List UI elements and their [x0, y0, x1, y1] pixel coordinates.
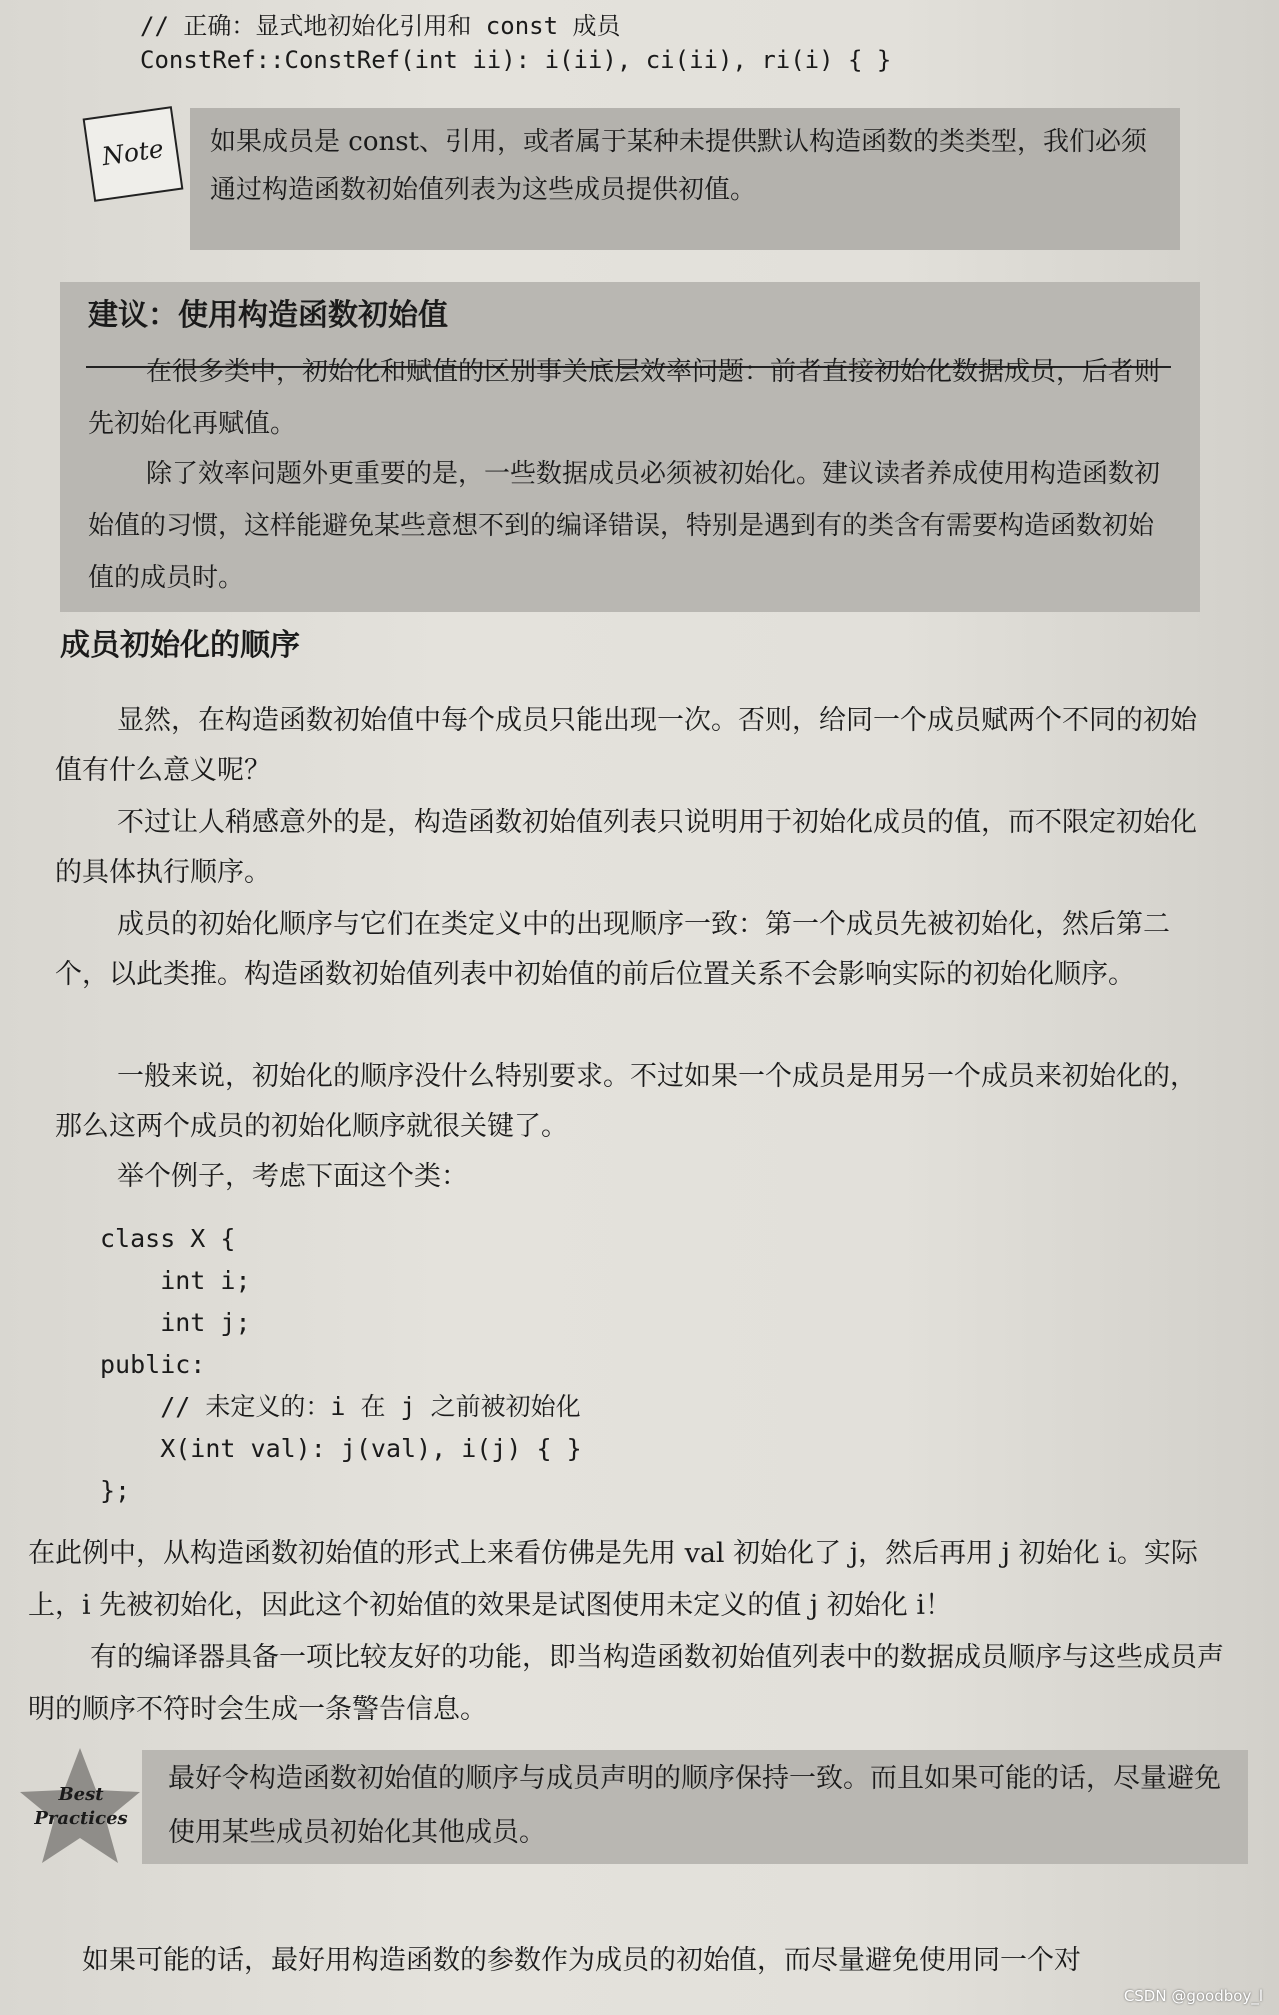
code-constructor-line: ConstRef::ConstRef(int ii): i(ii), ci(ii), ri(i) { } — [140, 46, 892, 74]
body-paragraph: 有的编译器具备一项比较友好的功能，即当构造函数初始值列表中的数据成员顺序与这些成员声明的顺序不符时会生成一条警告信息。 — [28, 1642, 1224, 1725]
advice-title: 建议：使用构造函数初始值 — [88, 298, 448, 333]
body-paragraph: 成员的初始化顺序与它们在类定义中的出现顺序一致：第一个成员先被初始化，然后第二个，以此类推。构造函数初始值列表中初始值的前后位置关系不会影响实际的初始化顺序。 — [55, 909, 1170, 990]
code-line: int j; — [100, 1308, 251, 1337]
best-practices-label: Best — [58, 1784, 104, 1805]
code-line: int i; — [100, 1266, 251, 1295]
body-paragraph: 在此例中，从构造函数初始值的形式上来看仿佛是先用 val 初始化了 j，然后再用 j 初始化 i。实际上，i 先被初始化，因此这个初始值的效果是试图使用未定义的值 j 初始化 i！ — [28, 1538, 1198, 1621]
star-icon — [18, 1746, 143, 1866]
code-comment-line: // 正确：显式地初始化引用和 const 成员 — [140, 12, 621, 40]
code-line: // 未定义的：i 在 j 之前被初始化 — [100, 1392, 581, 1421]
best-practices-label: Practices — [34, 1808, 128, 1829]
note-icon: Note — [83, 106, 184, 202]
code-line: class X { — [100, 1224, 236, 1253]
code-line: }; — [100, 1476, 131, 1505]
watermark: CSDN @goodboy_l — [1123, 1987, 1263, 2005]
advice-paragraph: 除了效率问题外更重要的是，一些数据成员必须被初始化。建议读者养成使用构造函数初始值的习惯，这样能避免某些意想不到的编译错误，特别是遇到有的类含有需要构造函数初始值的成员时。 — [88, 459, 1161, 593]
best-practices-text: 最好令构造函数初始值的顺序与成员声明的顺序保持一致。而且如果可能的话，尽量避免使用某些成员初始化其他成员。 — [168, 1763, 1221, 1848]
body-paragraph: 如果可能的话，最好用构造函数的参数作为成员的初始值，而尽量避免使用同一个对 — [82, 1945, 1081, 1976]
body-paragraph: 不过让人稍感意外的是，构造函数初始值列表只说明用于初始化成员的值，而不限定初始化的具体执行顺序。 — [55, 807, 1197, 888]
body-paragraph: 显然，在构造函数初始值中每个成员只能出现一次。否则，给同一个成员赋两个不同的初始值有什么意义呢？ — [55, 705, 1197, 786]
code-line: X(int val): j(val), i(j) { } — [100, 1434, 582, 1463]
advice-paragraph: 在很多类中，初始化和赋值的区别事关底层效率问题：前者直接初始化数据成员，后者则先初始化再赋值。 — [88, 357, 1161, 439]
note-text: 如果成员是 const、引用，或者属于某种未提供默认构造函数的类类型，我们必须通过构造函数初始值列表为这些成员提供初值。 — [210, 127, 1148, 205]
body-paragraph: 举个例子，考虑下面这个类： — [117, 1161, 468, 1192]
body-paragraph: 一般来说，初始化的顺序没什么特别要求。不过如果一个成员是用另一个成员来初始化的，那么这两个成员的初始化顺序就很关键了。 — [55, 1061, 1197, 1142]
code-line: public: — [100, 1350, 206, 1379]
section-heading: 成员初始化的顺序 — [60, 628, 300, 663]
